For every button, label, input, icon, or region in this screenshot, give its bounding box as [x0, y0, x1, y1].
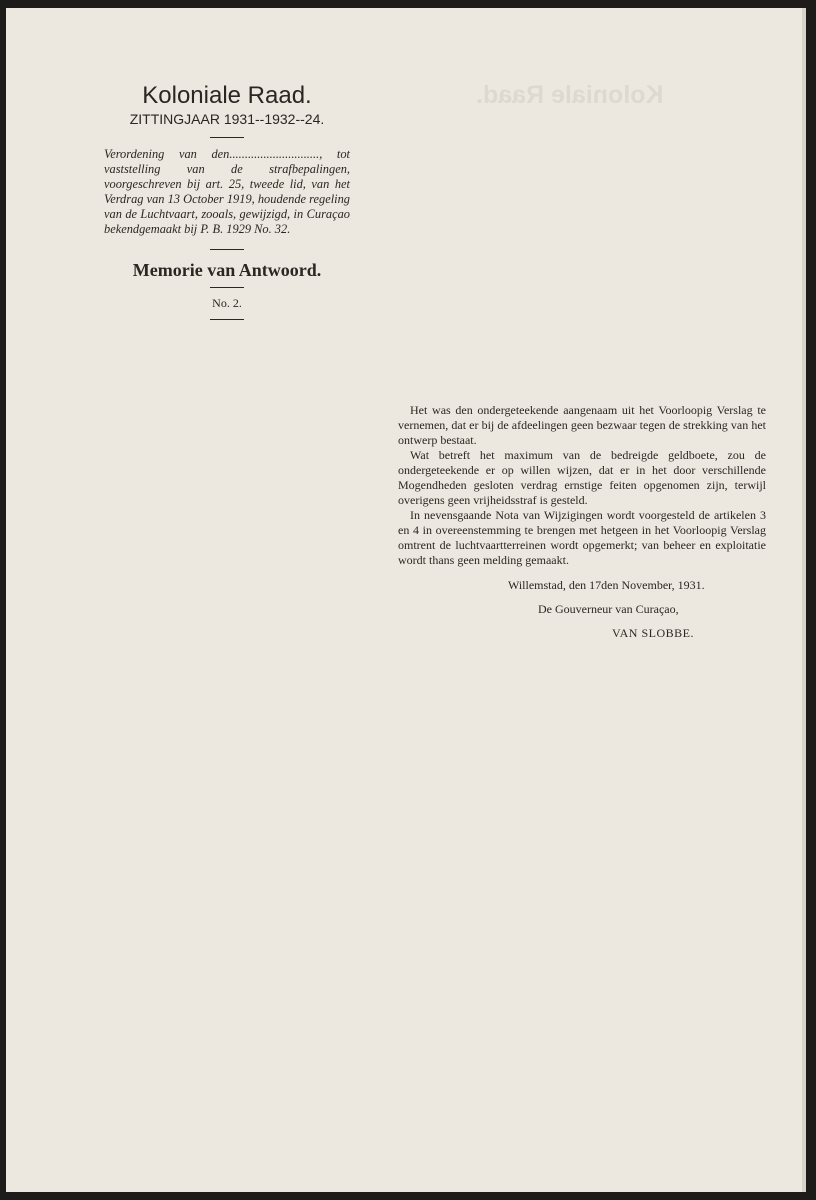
document-heading: Memorie van Antwoord.: [132, 260, 322, 280]
divider: [210, 319, 244, 320]
memorandum-body: [398, 403, 766, 568]
signature: VAN SLOBBE.: [612, 626, 694, 640]
body-paragraph: Het was den ondergeteekende aangenaam uit het Voorloopig Verslag te vernemen, dat er bij de afdeelingen geen bezwaar tegen de strekking van het ontwerp bestaat.: [398, 403, 766, 447]
memorandum-body-column: [398, 403, 766, 641]
council-title: Koloniale Raad.: [142, 82, 312, 109]
divider: [210, 287, 244, 288]
document-page: [6, 8, 806, 1192]
divider: [210, 137, 244, 138]
page-edge: [802, 8, 806, 1192]
document-header-column: [104, 82, 350, 329]
session-year: ZITTINGJAAR 1931--1932--24.: [129, 111, 325, 127]
show-through-title: Koloniale Raad.: [476, 81, 664, 109]
body-paragraph: Wat betreft het maximum van de bedreigde geldboete, zou de ondergeteekende er op willen wijzen, dat er in het door verschillende Mogendheden gesloten verdrag ernstige feiten opgenomen zijn, terwijl overigens geen vrijheidsstraf is gesteld.: [398, 448, 766, 507]
document-number: No. 2.: [212, 296, 242, 310]
place-and-date: Willemstad, den 17den November, 1931.: [508, 578, 705, 592]
divider: [210, 249, 244, 250]
body-paragraph: In nevensgaande Nota van Wijzigingen wordt voorgesteld de artikelen 3 en 4 in overeenstemming te brengen met hetgeen in het Voorloopig Verslag omtrent de luchtvaartterreinen wordt opgemerkt; van beheer en exploitatie wordt thans geen melding gemaakt.: [398, 508, 766, 567]
ordinance-description: Verordening van den............................., tot vaststelling van de strafbepalingen, voorgeschreven bij art. 25, tweede lid, van het Verdrag van 13 October 1919, houdende regeling van de Luchtvaart, zooals, gewijzigd, in Curaçao bekendgemaakt bij P. B. 1929 No. 32.: [104, 147, 350, 236]
signatory-office: De Gouverneur van Curaçao,: [538, 602, 679, 616]
